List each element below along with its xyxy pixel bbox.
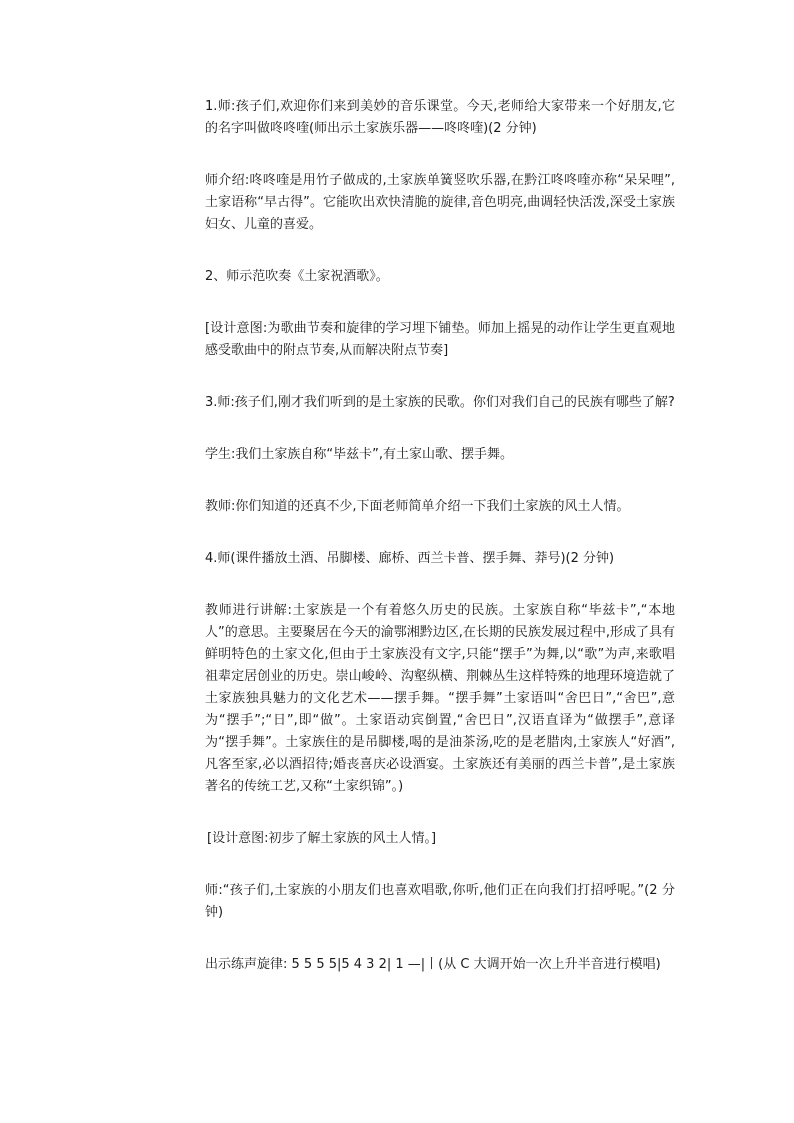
paragraph-4: [设计意图:为歌曲节奏和旋律的学习埋下铺垫。师加上摇晃的动作让学生更直观地感受歌曲中的附点节奏,从而解决附点节奏]: [205, 321, 675, 358]
paragraph-8: 4.师(课件播放土酒、吊脚楼、廊桥、西兰卡普、摆手舞、莽号)(2 分钟): [205, 551, 615, 566]
paragraph-6: 学生:我们土家族自称“毕兹卡”,有土家山歌、摆手舞。: [205, 447, 513, 462]
paragraph-3: 2、师示范吹奏《土家祝酒歌》。: [205, 269, 389, 284]
paragraph-5: 3.师:孩子们,刚才我们听到的是土家族的民歌。你们对我们自己的民族有哪些了解?: [205, 395, 675, 410]
paragraph-10: [设计意图:初步了解土家族的风土人情。]: [207, 831, 437, 846]
paragraph-12: 出示练声旋律: 5 5 5 5|5 4 3 2| 1 —|丨(从 C 大调开始一次上升半音进行模唱): [205, 957, 661, 972]
paragraph-1: 1.师:孩子们,欢迎你们来到美妙的音乐课堂。今天,老师给大家带来一个好朋友,它的名字叫做咚咚喹(师出示土家族乐器——咚咚喹)(2 分钟): [205, 99, 675, 136]
paragraph-9: 教师进行讲解:土家族是一个有着悠久历史的民族。土家族自称“毕兹卡”,“本地人”的意思。主要聚居在今天的渝鄂湘黔边区,在长期的民族发展过程中,形成了具有鲜明特色的土家文化,但由于土家族没有文字,只能“摆手”为舞,以“歌”为声,来歌唱祖辈定居创业的历史。崇山峻岭、沟壑纵横、荆棘丛生这样特殊的地理环境造就了土家族独具魅力的文化艺术——摆手舞。“摆手舞”土家语叫“舍巴日”,“舍巴”,意为“摆手”;“日”,即“做”。土家语动宾倒置,“舍巴日”,汉语直译为“做摆手”,意译为“摆手舞”。土家族住的是吊脚楼,喝的是油茶汤,吃的是老腊肉,土家族人“好酒”,凡客至家,必以酒招待;婚丧喜庆必设酒宴。土家族还有美丽的西兰卡普”,是土家族著名的传统工艺,又称“土家织锦”。): [205, 603, 676, 794]
paragraph-2: 师介绍:咚咚喹是用竹子做成的,土家族单簧竖吹乐器,在黔江咚咚喹亦称“呆呆哩”,土家语称“早古得”。它能吹出欢快清脆的旋律,音色明亮,曲调轻快活泼,深受土家族妇女、儿童的喜爱。: [205, 173, 675, 232]
paragraph-7: 教师:你们知道的还真不少,下面老师简单介绍一下我们土家族的风土人情。: [205, 499, 630, 514]
document-page: [205, 96, 675, 976]
paragraph-11: 师:“孩子们,土家族的小朋友们也喜欢唱歌,你听,他们正在向我们打招呼呢。”(2 分钟): [205, 883, 675, 920]
